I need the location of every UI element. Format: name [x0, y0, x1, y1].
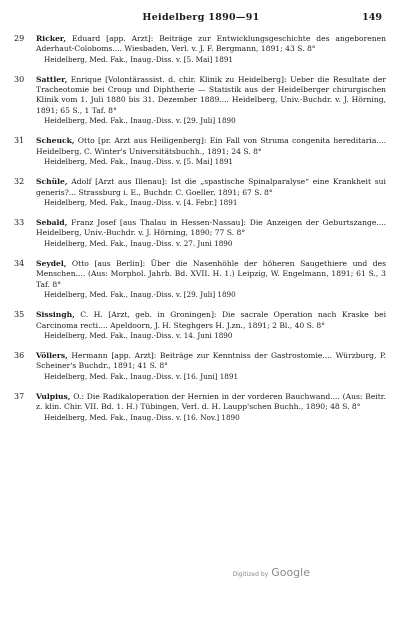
- list-item: [14, 136, 386, 167]
- thesis-note: Heidelberg, Med. Fak., Inaug.-Diss. v. [29. Juli] 1890: [44, 289, 236, 299]
- running-title: Heidelberg 1890—91: [142, 12, 260, 23]
- entry-description: Adolf [Arzt aus Illenau]: Ist die „spastische Spinalparalyse“ eine Krankheit sui generis?... Strassburg i. E., Buchdr. C. Goeller, 1891; 67 S. 8°: [36, 177, 386, 197]
- entry-number: 35: [14, 310, 25, 320]
- entry-description: Eduard [app. Arzt]: Beiträge zur Entwicklungsgeschichte des angeborenen Aderhaut-Coloboms.... Wiesbaden, Verl. v. J. F. Bergmann, 1891; 43 S. 8°: [36, 34, 386, 54]
- entry-citation: [36, 34, 386, 55]
- author-name: Sissingh,: [36, 310, 75, 320]
- thesis-note: Heidelberg, Med. Fak., Inaug.-Diss. v. [16. Juni] 1891: [44, 371, 239, 381]
- list-item: [14, 259, 386, 300]
- entry-description: Franz Josef [aus Thalau in Hessen-Nassau]: Die Anzeigen der Geburtszange.... Heidelberg, Univ.-Buchdr. v. J. Hörning, 1890; 77 S. 8°: [36, 218, 386, 238]
- entry-number: 33: [14, 218, 25, 228]
- entry-number: 36: [14, 351, 25, 361]
- entry-description: Hermann [app. Arzt]: Beiträge zur Kenntniss der Gastrostomie.... Würzburg, P. Scheiner's Buchdr., 1891; 41 S. 8°: [36, 351, 386, 371]
- entry-number: 32: [14, 177, 25, 187]
- author-name: Sattler,: [36, 74, 68, 84]
- list-item: [14, 218, 386, 249]
- entry-description: O.: Die Radikaloperation der Hernien in der vorderen Bauchwand.... (Aus: Beitr. z. klin. Chir. VII. Bd. 1. H.) Tübingen, Verl. d. H. Laupp'schen Buchh., 1890; 48 S. 8°: [36, 392, 386, 412]
- thesis-note: Heidelberg, Med. Fak., Inaug.-Diss. v. [4. Febr.] 1891: [44, 197, 238, 207]
- author-name: Sebald,: [36, 218, 68, 228]
- list-item: [14, 310, 386, 341]
- google-logo: Google: [271, 566, 310, 579]
- entry-citation: [36, 351, 386, 372]
- entry-description: C. H. [Arzt, geb. in Groningen]: Die sacrale Operation nach Kraske bei Carcinoma recti.... Apeldoorn, J. H. Steghgers H. J.zn., 1891; 2 Bl., 40 S. 8°: [36, 310, 386, 330]
- entry-citation: [36, 310, 386, 331]
- entry-description: Otto [aus Berlin]: Über die Nasenhöhle der höheren Saugethiere und des Menschen.... (Aus: Morphol. Jahrb. Bd. XVII. H. 1.) Leipzig, W. Engelmann, 1891; 61 S., 3 Taf. 8°: [36, 259, 386, 289]
- entry-number: 34: [14, 259, 25, 269]
- list-item: [14, 392, 386, 423]
- entry-citation: [36, 177, 386, 198]
- list-item: [14, 177, 386, 208]
- thesis-note: Heidelberg, Med. Fak., Inaug.-Diss. v. 27. Juni 1890: [44, 238, 233, 248]
- entry-number: 37: [14, 392, 25, 402]
- list-item: [14, 351, 386, 382]
- entry-citation: [36, 392, 386, 413]
- author-name: Vulpius,: [36, 392, 71, 402]
- entry-number: 30: [14, 74, 25, 84]
- author-name: Seydel,: [36, 259, 67, 269]
- entry-citation: [36, 218, 386, 239]
- list-item: [14, 34, 386, 65]
- entry-citation: [36, 259, 386, 290]
- thesis-note: Heidelberg, Med. Fak., Inaug.-Diss. v. [5. Mai] 1891: [44, 156, 233, 166]
- entry-number: 29: [14, 34, 25, 43]
- entry-description: Otto [pr. Arzt aus Heiligenberg]: Ein Fall von Struma congenita hereditaria.... Heidelberg, C. Winter's Universitätsbuchh., 1891; 24 S. 8°: [36, 136, 386, 156]
- author-name: Völlers,: [36, 351, 68, 361]
- entry-citation: [36, 75, 386, 116]
- entry-description: Enrique [Volontärassist. d. chir. Klinik zu Heidelberg]: Ueber die Resultate der Tracheotomie bei Croup und Diphtherie — Statistik aus der Heidelberger chirurgischen Klinik vom 1. Juli 1880 bis 31. Dezember 1889.... Heidelberg, Univ.-Buchdr. v. J. Hörning, 1891; 65 S., 1 Taf. 8°: [36, 74, 386, 115]
- entry-number: 31: [14, 136, 25, 146]
- entry-citation: [36, 136, 386, 157]
- page-header: [20, 12, 382, 26]
- thesis-note: Heidelberg, Med. Fak., Inaug.-Diss. v. [29. Juli] 1890: [44, 116, 236, 126]
- list-item: [14, 75, 386, 126]
- dissertation-list: [14, 34, 386, 433]
- thesis-note: Heidelberg, Med. Fak., Inaug.-Diss. v. [5. Mai] 1891: [44, 54, 233, 64]
- digitized-watermark: [233, 566, 311, 579]
- author-name: Scheuck,: [36, 136, 75, 146]
- watermark-prefix: Digitized by: [232, 571, 269, 578]
- page-number: 149: [362, 12, 382, 23]
- thesis-note: Heidelberg, Med. Fak., Inaug.-Diss. v. [16. Nov.] 1890: [44, 412, 240, 422]
- author-name: Ricker,: [36, 34, 67, 43]
- author-name: Schüle,: [36, 177, 68, 187]
- thesis-note: Heidelberg, Med. Fak., Inaug.-Diss. v. 14. Juni 1890: [44, 330, 233, 340]
